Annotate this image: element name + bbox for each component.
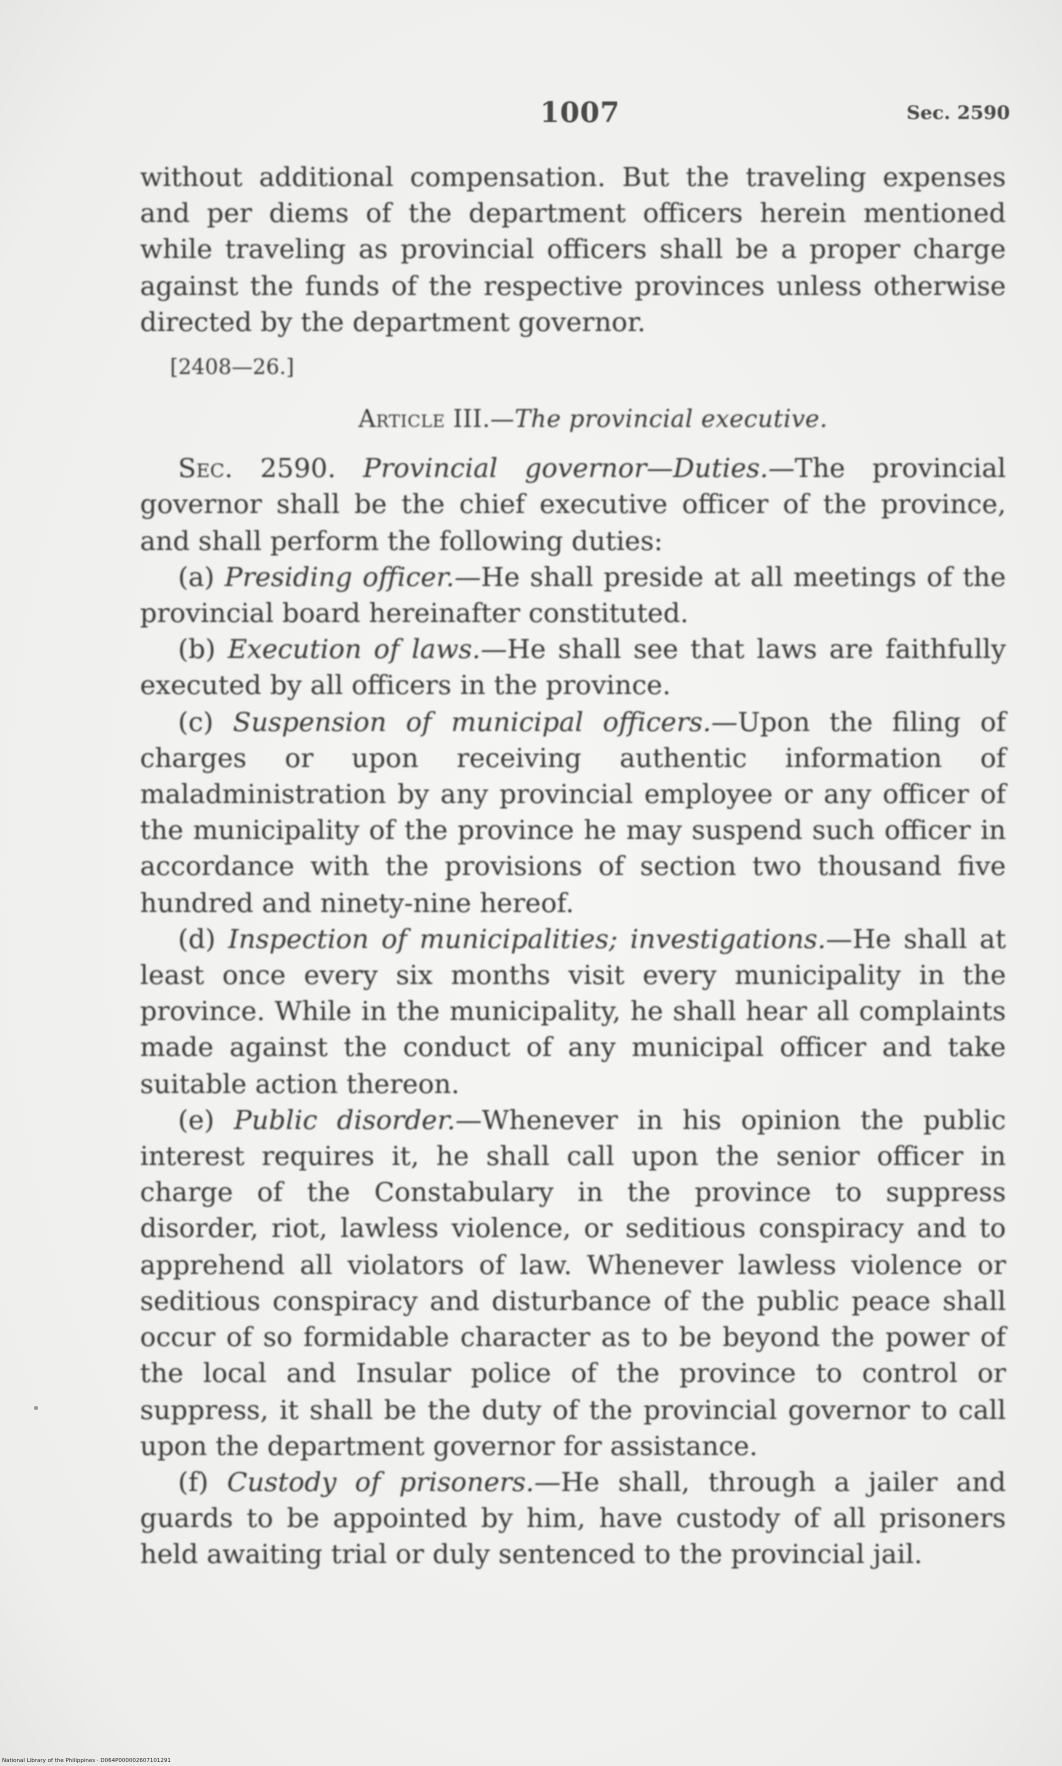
article-heading [140,401,1006,437]
clause-f [140,1465,1006,1574]
clause-text: Upon the filing of charges or upon receiving authentic information of maladministration by any provincial employee or any officer of the municipality of the province he may suspend such officer in accordance with the provisions of section two thousand five hundred and ninety-nine hereof. [140,706,1006,919]
page-number: 1007 [540,96,620,129]
clause-d [140,922,1006,1103]
clause-title: Execution of laws.— [227,634,508,666]
article-title: The provincial executive. [514,405,828,434]
clause-letter: (f) [178,1466,209,1498]
clause-text: He shall at least once every six months visit every municipality in the province. While in the municipality, he shall hear all complaints made against the conduct of any municipal officer and take suitable action thereon. [140,923,1006,1100]
citation: [2408—26.] [170,355,295,380]
clause-e [140,1103,1006,1465]
running-section-ref: Sec. 2590 [906,102,1010,124]
clause-b [140,632,1006,704]
scan-footer: National Library of the Philippines · D064P000002607101291 [2,1758,171,1764]
page-header [140,96,1010,136]
section-number: Sec. 2590. [178,453,336,485]
scan-speck [34,1406,38,1410]
clause-title: Suspension of municipal officers.— [232,706,738,738]
clause-title: Public disorder.— [233,1104,482,1136]
body-text [140,160,1006,1574]
clause-text: He shall, through a jailer and guards to be appointed by him, have custody of all prisoners held awaiting trial or duly sentenced to the provincial jail. [140,1466,1006,1571]
clause-letter: (a) [178,561,215,593]
clause-text: He shall preside at all meetings of the provincial board hereinafter constituted. [140,561,1006,630]
clause-text: Whenever in his opinion the public interest requires it, he shall call upon the senior officer in charge of the Constabulary in the province to suppress disorder, riot, lawless violence, or seditious conspiracy and to apprehend all violators of law. Whenever lawless violence or seditious conspiracy and disturbance of the public peace shall occur of so formidable character as to be beyond the power of the local and Insular police of the province to control or suppress, it shall be the duty of the provincial governor to call upon the department governor for assistance. [140,1104,1006,1462]
clause-title: Inspection of municipalities; investigations.— [228,923,853,955]
clause-letter: (d) [178,923,216,955]
clause-a [140,560,1006,632]
clause-title: Custody of prisoners.— [226,1466,561,1498]
section-title: Provincial governor—Duties.— [363,453,795,485]
clause-title: Presiding officer.— [224,561,481,593]
section-paragraph [140,451,1006,560]
clause-letter: (c) [178,706,214,738]
continuation-paragraph: without additional compensation. But the traveling expenses and per diems of the department officers herein mentioned while traveling as provincial officers shall be a proper charge against the funds of the respective provinces unless otherwise directed by the department governor. [140,162,1006,338]
article-label: Article III.— [358,405,515,434]
clause-c [140,705,1006,922]
clause-text: He shall see that laws are faithfully executed by all officers in the province. [140,634,1006,702]
section-intro: The provincial governor shall be the chief executive officer of the province, and shall perform the following duties: [140,453,1006,557]
clause-letter: (e) [178,1104,215,1136]
clause-letter: (b) [178,634,216,666]
